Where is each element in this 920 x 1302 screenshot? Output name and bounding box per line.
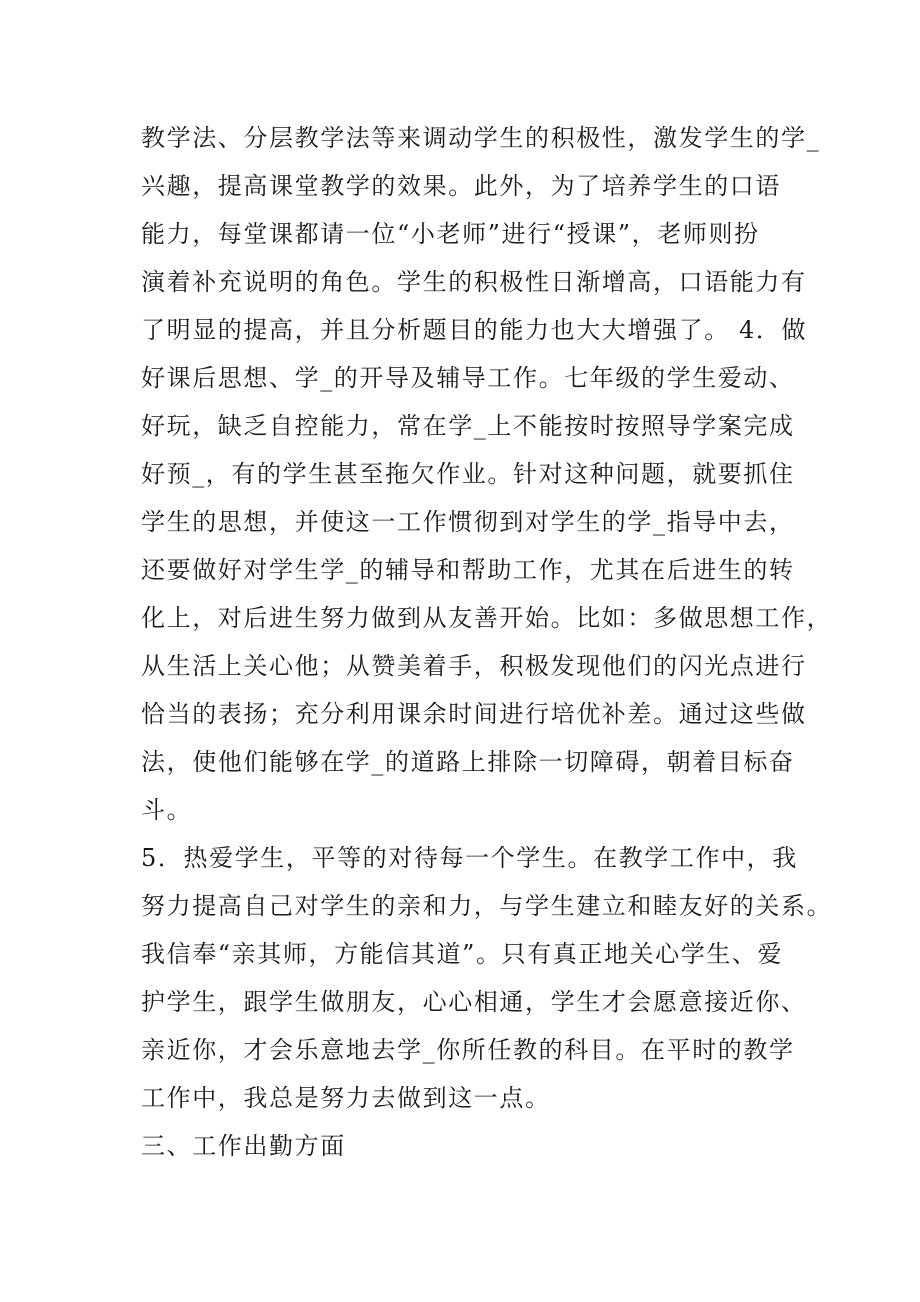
text-line: 演着补充说明的角色。学生的积极性日渐增高，口语能力有 — [141, 268, 807, 296]
text-line: 教学法、分层教学法等来调动学生的积极性，激发学生的学_ — [141, 124, 821, 152]
text-line: 工作中，我总是努力去做到这一点。 — [141, 1084, 551, 1112]
text-line: 5．热爱学生，平等的对待每一个学生。在教学工作中，我 — [141, 844, 798, 872]
text-line: 好课后思想、学_的开导及辅导工作。七年级的学生爱动、 — [141, 364, 795, 392]
text-line: 学生的思想，并使这一工作惯彻到对学生的学_指导中去， — [141, 508, 795, 536]
text-line: 能力，每堂课都请一位“小老师”进行“授课”，老师则扮 — [141, 220, 760, 248]
text-line: 亲近你，才会乐意地去学_你所任教的科目。在平时的教学 — [141, 1036, 795, 1064]
text-line: 从生活上关心他；从赞美着手，积极发现他们的闪光点进行 — [141, 652, 807, 680]
text-line: 化上，对后进生努力做到从友善开始。比如：多做思想工作， — [141, 604, 833, 632]
text-line: 斗。 — [141, 796, 193, 824]
text-line: 法，使他们能够在学_的道路上排除一切障碍，朝着目标奋 — [141, 748, 795, 776]
section-heading: 三、工作出勤方面 — [141, 1132, 346, 1160]
text-line: 了明显的提高，并且分析题目的能力也大大增强了。 4．做 — [141, 316, 808, 344]
text-line: 还要做好对学生学_的辅导和帮助工作，尤其在后进生的转 — [141, 556, 795, 584]
text-line: 护学生，跟学生做朋友，心心相通，学生才会愿意接近你、 — [141, 988, 807, 1016]
text-line: 恰当的表扬；充分利用课余时间进行培优补差。通过这些做 — [141, 700, 807, 728]
text-line: 好预_，有的学生甚至拖欠作业。针对这种问题，就要抓住 — [141, 460, 795, 488]
text-line: 好玩，缺乏自控能力，常在学_上不能按时按照导学案完成 — [141, 412, 795, 440]
text-line: 兴趣，提高课堂教学的效果。此外，为了培养学生的口语 — [141, 172, 781, 200]
text-line: 努力提高自己对学生的亲和力，与学生建立和睦友好的关系。 — [141, 892, 833, 920]
text-line: 我信奉“亲其师，方能信其道”。只有真正地关心学生、爱 — [141, 940, 784, 968]
